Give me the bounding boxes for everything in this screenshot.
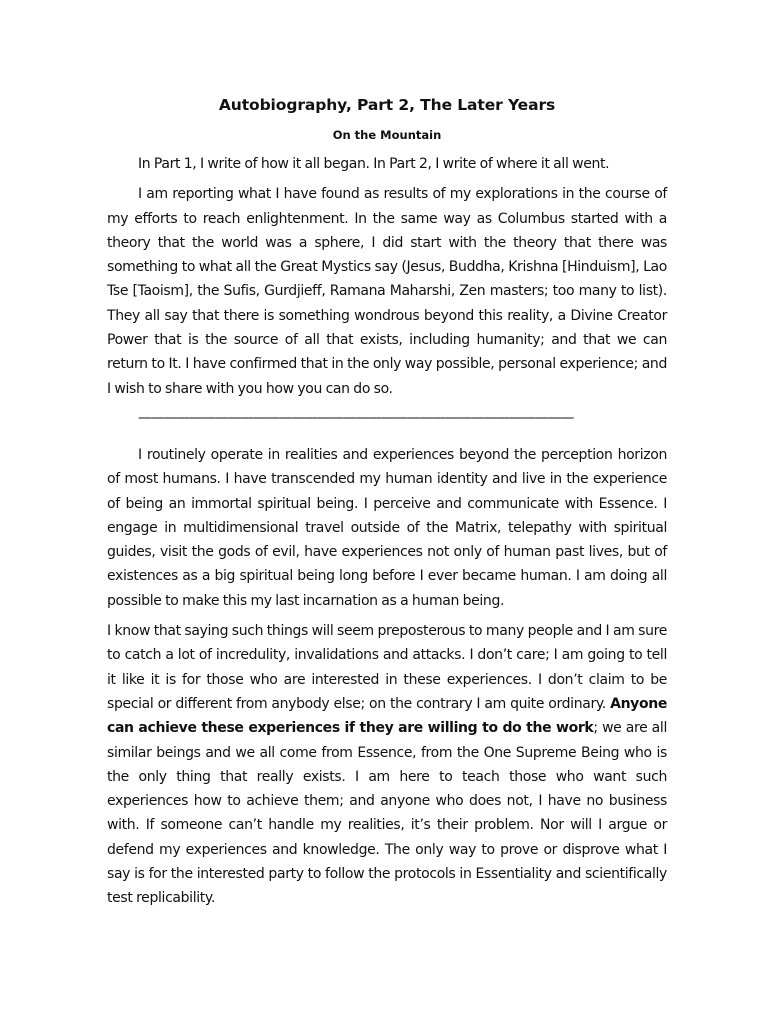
document-subtitle: On the Mountain	[332, 128, 442, 142]
paragraph-explorations: I am reporting what I have found as results of my explorations in the course of my efforts to reach enlightenment. In the same way as Columbus started with a theory that the world was a sphere, I did start with the theory that there was something to what all the Great Mystics say (Jesus, Buddha, Krishna [Hinduism], Lao Tse [Taoism], the Sufis, Gurdjieff, Ramana Maharshi, Zen masters; too many to list). They all say that there is something wondrous beyond this reality, a Divine Creator Power that is the source of all that exists, including humanity; and that we can return to It. I have confirmed that in the only way possible, personal experience; and I wish to share with you how you can do so.	[107, 186, 667, 397]
document-page	[107, 96, 667, 917]
paragraph-claims-text-start: I know that saying such things will seem preposterous to many people and I am sure to catch a lot of incredulity, invalidations and attacks. I don’t care; I am going to tell it like it is for those who are interested in these experiences. I don’t claim to be special or different from anybody else; on the contrary I am quite ordinary.	[107, 623, 667, 712]
paragraph-claims	[107, 619, 667, 911]
separator-line: ——————————————————————————————————	[138, 409, 574, 426]
document-title: Autobiography, Part 2, The Later Years	[218, 96, 556, 114]
paragraph-claims-text-end: ; we are all similar beings and we all come from Essence, from the One Supreme Being who is the only thing that really exists. I am here to teach those who want such experiences how to achieve them; and anyone who does not, I have no business with. If someone can’t handle my realities, it’s their problem. Nor will I argue or defend my experiences and knowledge. The only way to prove or disprove what I say is for the interested party to follow the protocols in Essentiality and scientifically test replicability.	[107, 720, 667, 907]
paragraph-realities: I routinely operate in realities and experiences beyond the perception horizon of most humans. I have transcended my human identity and live in the experience of being an immortal spiritual being. I perceive and communicate with Essence. I engage in multidimensional travel outside of the Matrix, telepathy with spiritual guides, visit the gods of evil, have experiences not only of human past lives, but of existences as a big spiritual being long before I ever became human. I am doing all possible to make this my last incarnation as a human being.	[107, 446, 667, 609]
paragraph-intro: In Part 1, I write of how it all began. In Part 2, I write of where it all went.	[138, 156, 610, 172]
paragraph-claims-emphasis: Anyone can achieve these experiences if they are willing to do the work	[107, 695, 667, 737]
